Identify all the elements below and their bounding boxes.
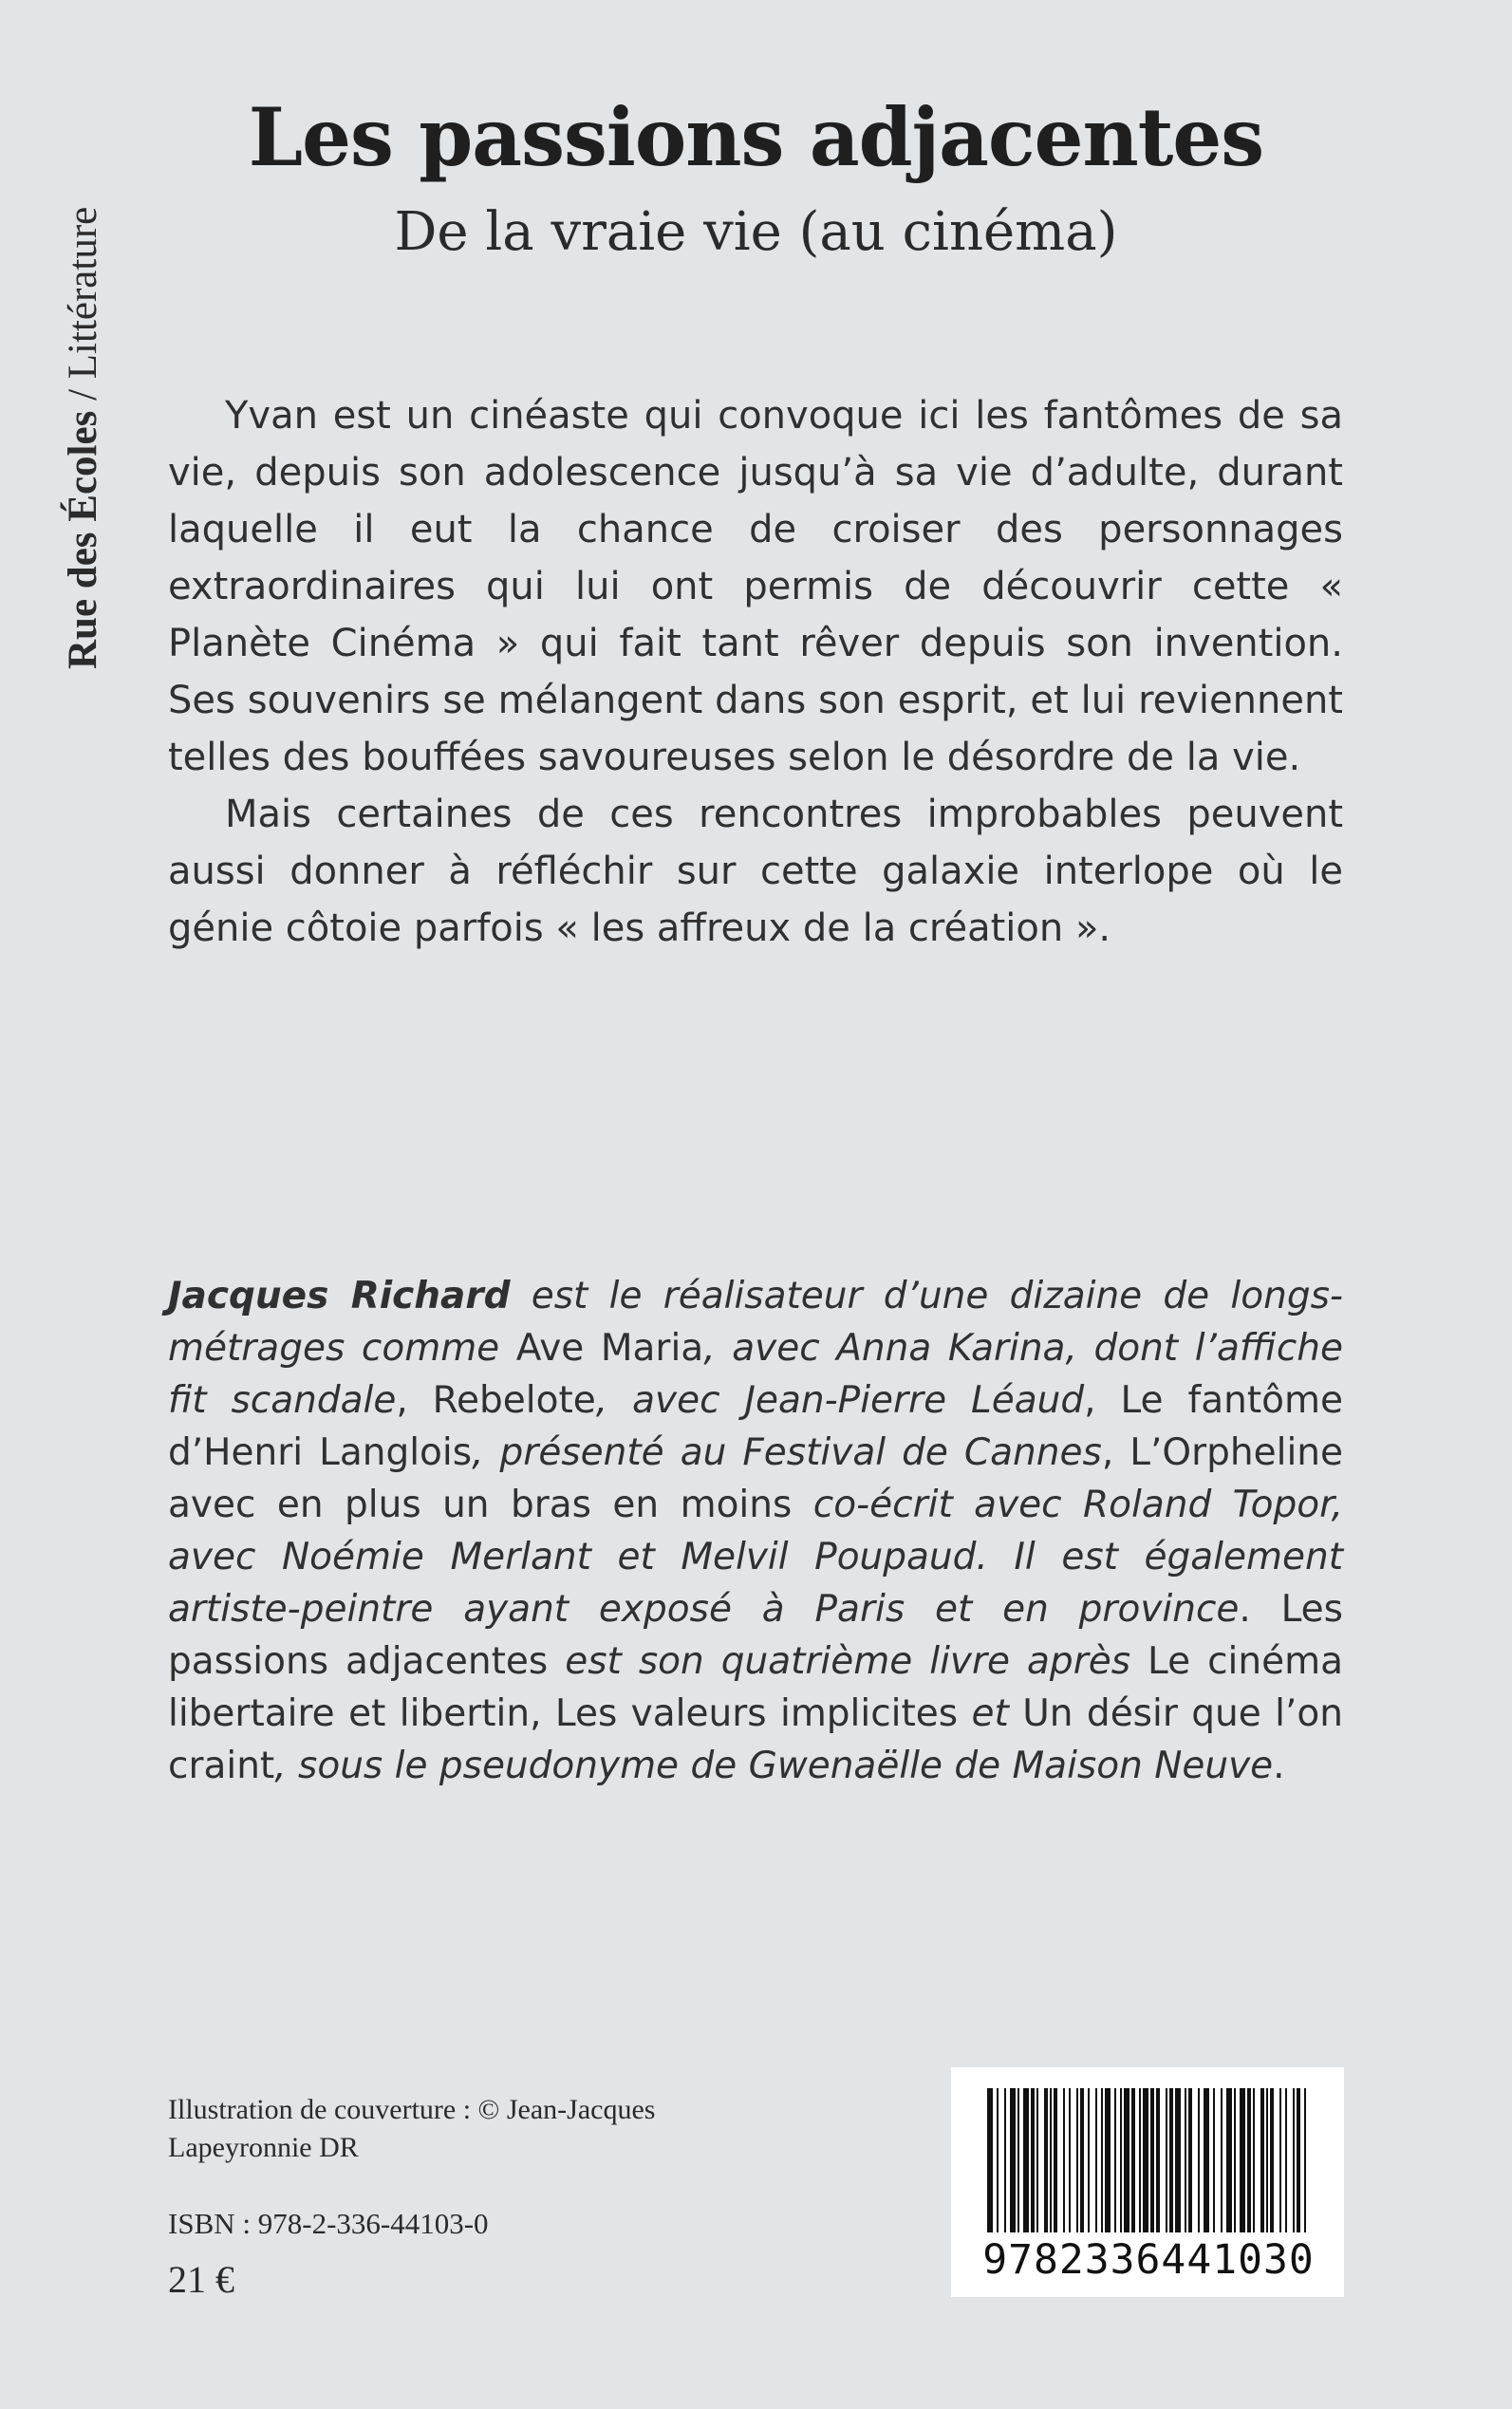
barcode-bar xyxy=(1204,2088,1209,2232)
cover-illustration-credit: Illustration de couverture : © Jean-Jacques Lapeyronnie DR xyxy=(168,2094,656,2163)
bio-text: . xyxy=(1273,1745,1285,1787)
barcode-bar xyxy=(1240,2088,1245,2232)
barcode-bar xyxy=(1004,2088,1006,2232)
bio-text: , sous le pseudonyme de Gwenaëlle de Maison Neuve xyxy=(274,1745,1274,1787)
barcode-bar xyxy=(1213,2088,1215,2232)
barcode-bar xyxy=(1234,2088,1236,2232)
barcode-bar xyxy=(1054,2088,1057,2232)
barcode-bar xyxy=(1270,2088,1274,2232)
blurb-paragraph-1: Yvan est un cinéaste qui convoque ici les fantômes de sa vie, depuis son adolescence jusqu’à sa vie d’adulte, durant laquelle il eut la chance de croiser des personnages extraordinaires qui lui ont permis de découvrir cette « Planète Cinéma » qui fait tant rêver depuis son invention. Ses souvenirs se mélangent dans son esprit, et lui reviennent telles des bouffées savoureuses selon le désordre de la vie. xyxy=(168,394,1343,779)
bio-text: , avec Anna Karina, dont l’affiche fit scandale xyxy=(168,1327,1343,1422)
barcode xyxy=(951,2067,1344,2297)
bio-text: , présenté au Festival de Cannes xyxy=(472,1431,1102,1474)
bio-text: , xyxy=(530,1692,555,1735)
series-name: Rue des Écoles xyxy=(61,410,105,669)
barcode-bar xyxy=(1143,2088,1148,2232)
barcode-bar xyxy=(1185,2088,1186,2232)
back-cover-blurb xyxy=(168,387,1343,957)
isbn: ISBN : 978-2-336-44103-0 xyxy=(168,2207,489,2240)
book-reference: Les passions adjacentes xyxy=(168,1588,1343,1683)
bio-text: est le réalisateur d’une dizaine de longs-métrages comme xyxy=(168,1275,1343,1370)
bio-text: co-écrit avec Roland Topor, avec Noémie Merlant et Melvil Poupaud. Il est également artiste-peintre ayant exposé à Paris et en province xyxy=(168,1484,1343,1631)
barcode-bar xyxy=(1044,2088,1048,2232)
bio-text: . xyxy=(1239,1588,1281,1631)
barcode-bar xyxy=(1169,2088,1173,2232)
bio-text: , avec Jean-Pierre Léaud xyxy=(595,1379,1085,1422)
author-bio xyxy=(168,1270,1343,1792)
bio-text: , xyxy=(396,1379,433,1422)
barcode-bar xyxy=(1017,2088,1019,2232)
blurb-paragraph-2: Mais certaines de ces rencontres improbables peuvent aussi donner à réfléchir sur cette galaxie interlope où le génie côtoie parfois « les affreux de la création ». xyxy=(168,793,1343,950)
barcode-bar xyxy=(997,2088,999,2232)
author-name: Jacques Richard xyxy=(168,1275,511,1317)
barcode-bar xyxy=(1131,2088,1135,2232)
book-reference: Le cinéma libertaire et libertin xyxy=(168,1640,1343,1735)
bio-text: , xyxy=(1084,1379,1121,1422)
barcode-bar xyxy=(1076,2088,1078,2232)
barcode-bar xyxy=(1247,2088,1251,2232)
barcode-bar xyxy=(1010,2088,1016,2232)
barcode-bar xyxy=(1036,2088,1038,2232)
barcode-bar xyxy=(1221,2088,1223,2232)
barcode-bar xyxy=(1156,2088,1160,2232)
book-subtitle: De la vraie vie (au cinéma) xyxy=(394,201,1118,263)
barcode-bar xyxy=(1293,2088,1295,2232)
barcode-bar xyxy=(1260,2088,1264,2232)
barcode-bar xyxy=(1285,2088,1287,2232)
bio-text: est son quatrième livre après xyxy=(548,1640,1148,1683)
barcode-bar xyxy=(1226,2088,1232,2232)
price: 21 € xyxy=(168,2258,234,2301)
barcode-bar xyxy=(1088,2088,1090,2232)
barcode-bar xyxy=(1124,2088,1129,2232)
barcode-bar xyxy=(1266,2088,1268,2232)
barcode-bar xyxy=(987,2088,993,2232)
film-title: Ave Maria xyxy=(515,1327,704,1370)
barcode-bar xyxy=(1114,2088,1116,2232)
spine-label xyxy=(55,100,112,669)
book-reference: Les valeurs implicites xyxy=(554,1692,959,1735)
bio-text: et xyxy=(958,1692,1023,1735)
barcode-bar xyxy=(1175,2088,1181,2232)
barcode-bar xyxy=(1297,2088,1300,2232)
barcode-bar xyxy=(1023,2088,1029,2232)
film-title: Rebelote xyxy=(432,1379,596,1422)
barcode-bar xyxy=(1101,2088,1103,2232)
barcode-bar xyxy=(1120,2088,1122,2232)
spine-separator: / xyxy=(61,379,105,411)
barcode-bar xyxy=(1304,2088,1306,2232)
barcode-bar xyxy=(1069,2088,1071,2232)
barcode-bar xyxy=(1095,2088,1097,2232)
barcode-bar xyxy=(1253,2088,1255,2232)
category-name: Littérature xyxy=(61,206,105,380)
barcode-bar xyxy=(1063,2088,1065,2232)
film-title: L’Orpheline avec en plus un bras en moins xyxy=(168,1431,1343,1526)
barcode-bar xyxy=(1050,2088,1052,2232)
book-title: Les passions adjacentes xyxy=(248,90,1264,184)
barcode-bar xyxy=(1279,2088,1281,2232)
barcode-bar xyxy=(1031,2088,1035,2232)
book-reference: Un désir que l’on craint xyxy=(168,1692,1343,1787)
barcode-bar xyxy=(1080,2088,1084,2232)
barcode-bar xyxy=(1188,2088,1192,2232)
barcode-bar xyxy=(1105,2088,1111,2232)
barcode-digits: 9782336441030 xyxy=(982,2236,1315,2284)
barcode-bar xyxy=(1139,2088,1141,2232)
bio-text: , xyxy=(1101,1431,1130,1474)
barcode-bar xyxy=(1150,2088,1154,2232)
film-title: Le fantôme d’Henri Langlois xyxy=(168,1379,1343,1474)
barcode-bar xyxy=(1166,2088,1167,2232)
barcode-bar xyxy=(1198,2088,1200,2232)
